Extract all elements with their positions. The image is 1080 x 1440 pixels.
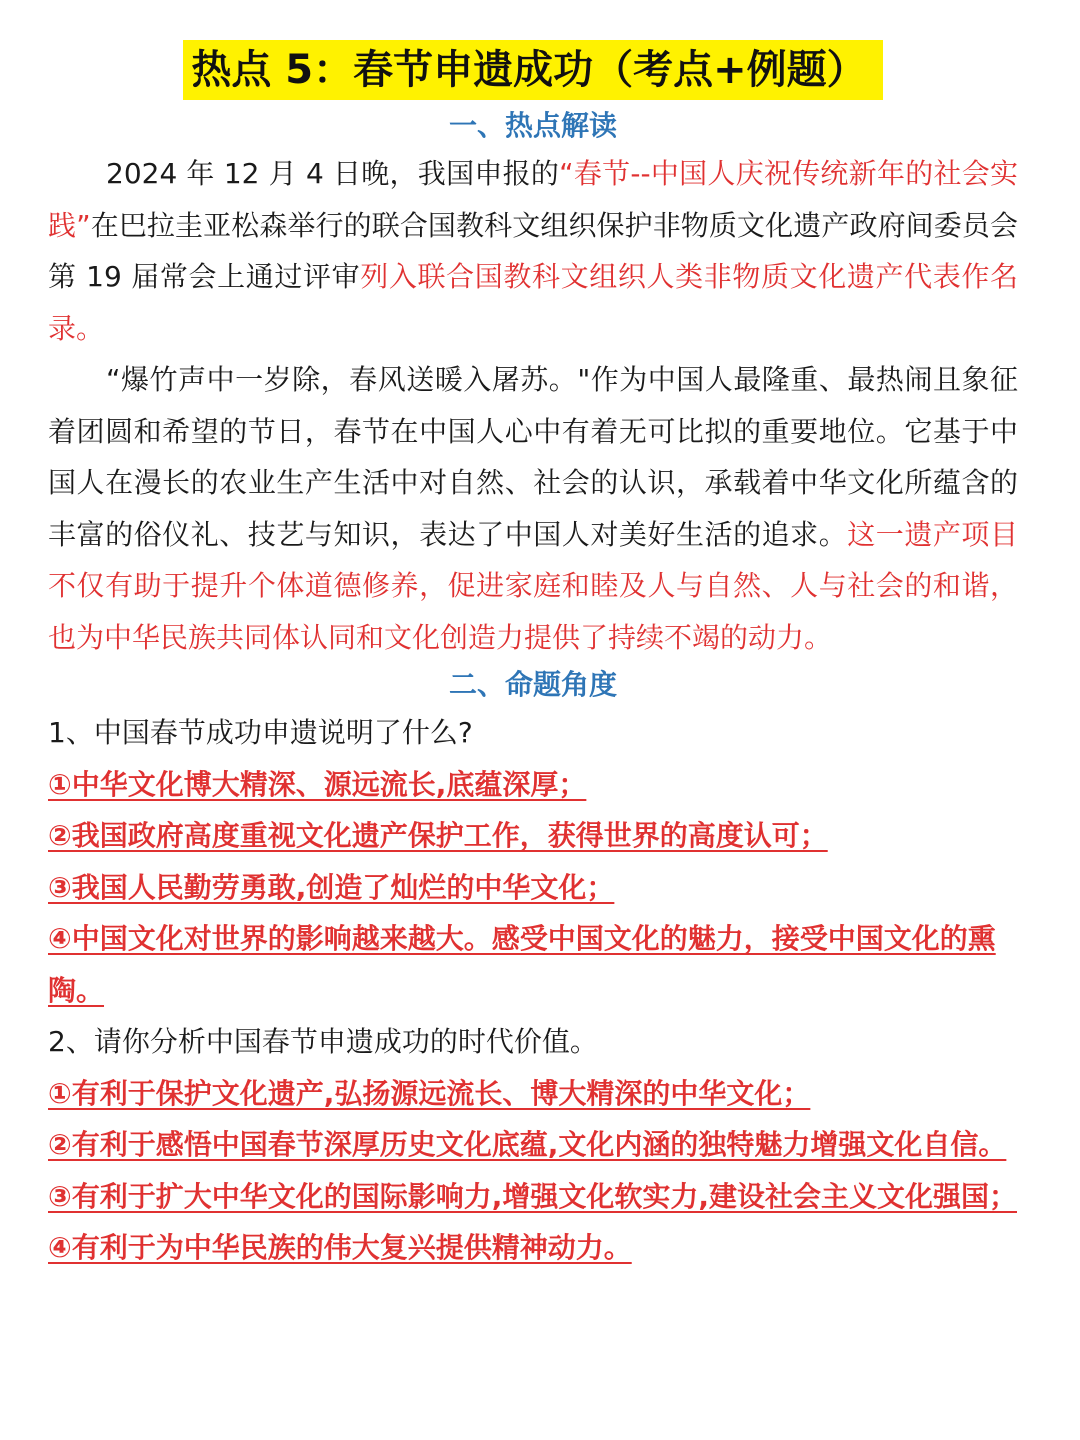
paragraph-1-text-a: 2024 年 12 月 4 日晚，我国申报的	[106, 157, 560, 190]
answer-2-3: ③有利于扩大中华文化的国际影响力,增强文化软实力,建设社会主义文化强国；	[48, 1179, 1017, 1213]
paragraph-1-text-d: 列入联合国教科文组织人类非物质文化遗产代表作名录。	[48, 260, 1018, 345]
paragraph-2	[48, 354, 1018, 663]
answer-2-1: ①有利于保护文化遗产,弘扬源远流长、博大精深的中华文化；	[48, 1076, 811, 1110]
title-container	[48, 40, 1018, 104]
question-2: 2、请你分析中国春节申遗成功的时代价值。	[48, 1025, 598, 1058]
section-heading-interpretation: 一、热点解读	[448, 109, 617, 142]
question-1: 1、中国春节成功申遗说明了什么?	[48, 716, 473, 749]
answer-1-2: ②我国政府高度重视文化遗产保护工作，获得世界的高度认可；	[48, 819, 828, 852]
paragraph-1-text-b: “春节--中国人庆祝传统新年的社会实践”	[48, 157, 1018, 242]
paragraph-1-text-c: 在巴拉圭亚松森举行的联合国教科文组织保护非物质文化遗产政府间委员会第 19 届常会上通过评审	[48, 208, 1018, 293]
answer-2-4: ④有利于为中华民族的伟大复兴提供精神动力。	[48, 1231, 632, 1264]
paragraph-2-text-b: 这一遗产项目不仅有助于提升个体道德修养，促进家庭和睦及人与自然、人与社会的和谐，也为中华民族共同体认同和文化创造力提供了持续不竭的动力。	[48, 517, 1018, 654]
answer-1-4: ④中国文化对世界的影响越来越大。感受中国文化的魅力，接受中国文化的熏陶。	[48, 922, 996, 1007]
page-title: 热点 5：春节申遗成功（考点+例题）	[183, 40, 882, 100]
section-heading-angles: 二、命题角度	[448, 668, 617, 701]
paragraph-1	[48, 148, 1018, 354]
answer-1-3: ③我国人民勤劳勇敢,创造了灿烂的中华文化；	[48, 870, 615, 904]
paragraph-2-text-a: “爆竹声中一岁除，春风送暖入屠苏。"作为中国人最隆重、最热闹且象征着团圆和希望的节日，春节在中国人心中有着无可比拟的重要地位。它基于中国人在漫长的农业生产生活中对自然、社会的认识，承载着中华文化所蕴含的丰富的俗仪礼、技艺与知识，表达了中国人对美好生活的追求。	[48, 363, 1018, 551]
answer-1-1: ①中华文化博大精深、源远流长,底蕴深厚；	[48, 767, 587, 801]
answer-2-2: ②有利于感悟中国春节深厚历史文化底蕴,文化内涵的独特魅力增强文化自信。	[48, 1128, 1007, 1161]
document-page	[48, 40, 1018, 1274]
